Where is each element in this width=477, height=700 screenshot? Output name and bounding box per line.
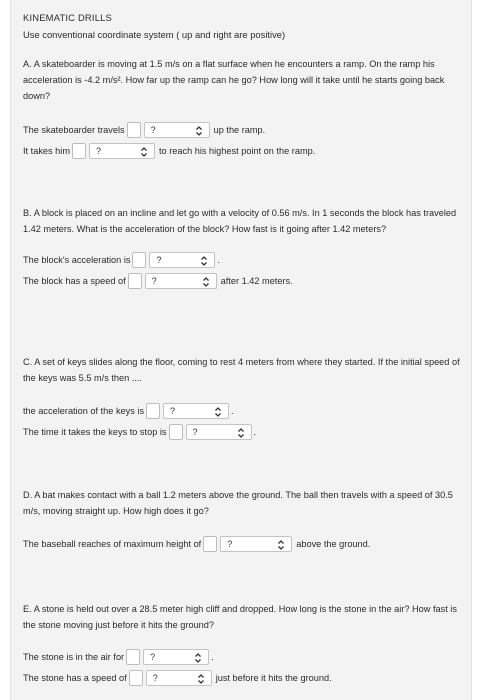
question-c-text: C. A set of keys slides along the floor, coming to rest 4 meters from where they started. If the initial speed of the keys was 5.5 m/s then .... (23, 357, 460, 383)
answer-input[interactable] (203, 536, 217, 552)
answer-row (23, 423, 463, 441)
question-e-text: E. A stone is held out over a 28.5 meter high cliff and dropped. How long is the stone in the air? How fast is the stone moving just before it hits the ground? (23, 604, 457, 630)
unit-select[interactable] (89, 143, 155, 159)
answer-label: The stone is in the air for (23, 652, 125, 662)
select-placeholder: ? (151, 276, 157, 286)
chevron-up-down-icon (237, 427, 245, 439)
chevron-up-down-icon (200, 255, 208, 267)
unit-select[interactable] (145, 273, 217, 289)
answer-label: The time it takes the keys to stop is (23, 427, 167, 437)
answer-input[interactable] (129, 670, 143, 686)
answer-label: It takes him (23, 146, 70, 156)
chevron-up-down-icon (197, 673, 205, 685)
answer-suffix: after 1.42 meters. (220, 276, 293, 286)
answer-input[interactable] (146, 403, 160, 419)
answer-row (23, 648, 463, 666)
question-b (23, 205, 463, 290)
chevron-up-down-icon (195, 125, 203, 137)
unit-select[interactable] (146, 670, 212, 686)
answer-label: The baseball reaches of maximum height of (23, 539, 202, 549)
page-title: KINEMATIC DRILLS (23, 12, 112, 23)
question-a-text: A. A skateboarder is moving at 1.5 m/s on a flat surface when he encounters a ramp. On the ramp his acceleration is -4.2 m/s². How far up the ramp can he go? How long will it take until he starts going back down? (23, 59, 445, 101)
chevron-up-down-icon (202, 276, 210, 288)
answer-row (23, 272, 463, 290)
select-placeholder: ? (170, 406, 176, 416)
chevron-up-down-icon (194, 652, 202, 664)
select-placeholder: ? (150, 125, 156, 135)
answer-row (23, 121, 463, 139)
unit-select[interactable] (143, 649, 209, 665)
header (23, 11, 463, 41)
question-b-text: B. A block is placed on an incline and let go with a velocity of 0.56 m/s. In 1 seconds the block has traveled 1.42 meters. What is the acceleration of the block? How fast is it going after 1.42 meters? (23, 208, 457, 234)
chevron-up-down-icon (277, 539, 285, 551)
answer-row (23, 142, 463, 160)
answer-input[interactable] (72, 143, 86, 159)
select-placeholder: ? (95, 146, 101, 156)
answer-input[interactable] (128, 273, 142, 289)
page-subtitle: Use conventional coordinate system ( up and right are positive) (23, 29, 286, 40)
unit-select[interactable] (220, 536, 292, 552)
answer-input[interactable] (169, 424, 183, 440)
answer-suffix: up the ramp. (213, 125, 266, 135)
answer-row (23, 669, 463, 687)
answer-suffix: . (217, 255, 221, 265)
unit-select[interactable] (144, 122, 210, 138)
answer-suffix: just before it hits the ground. (215, 673, 332, 683)
answer-row (23, 535, 463, 553)
answer-input[interactable] (126, 649, 140, 665)
answer-suffix: . (211, 652, 214, 662)
answer-label: the acceleration of the keys is (23, 406, 145, 416)
select-placeholder: ? (150, 652, 156, 662)
answer-row (23, 402, 463, 420)
unit-select[interactable] (149, 252, 215, 268)
select-placeholder: ? (192, 427, 198, 437)
select-placeholder: ? (227, 539, 233, 549)
answer-label: The stone has a speed of (23, 673, 127, 683)
answer-suffix: . (253, 427, 257, 437)
answer-suffix: to reach his highest point on the ramp. (158, 146, 316, 156)
answer-label: The skateboarder travels (23, 125, 125, 135)
answer-input[interactable] (127, 122, 141, 138)
drill-page (10, 0, 472, 700)
answer-label: The block's acceleration is (23, 255, 131, 265)
unit-select[interactable] (163, 403, 229, 419)
question-a (23, 56, 463, 160)
chevron-up-down-icon (140, 146, 148, 158)
chevron-up-down-icon (214, 406, 222, 418)
answer-suffix: . (231, 406, 234, 416)
question-c (23, 354, 463, 441)
answer-suffix: above the ground. (296, 539, 371, 549)
unit-select[interactable] (186, 424, 252, 440)
question-d (23, 487, 463, 553)
select-placeholder: ? (156, 255, 162, 265)
answer-label: The block has a speed of (23, 276, 126, 286)
question-d-text: D. A bat makes contact with a ball 1.2 meters above the ground. The ball then travels with a speed of 30.5 m/s, moving straight up. How high does it go? (23, 490, 453, 516)
question-e (23, 601, 463, 687)
answer-row (23, 251, 463, 269)
answer-input[interactable] (132, 252, 146, 268)
select-placeholder: ? (152, 673, 158, 683)
